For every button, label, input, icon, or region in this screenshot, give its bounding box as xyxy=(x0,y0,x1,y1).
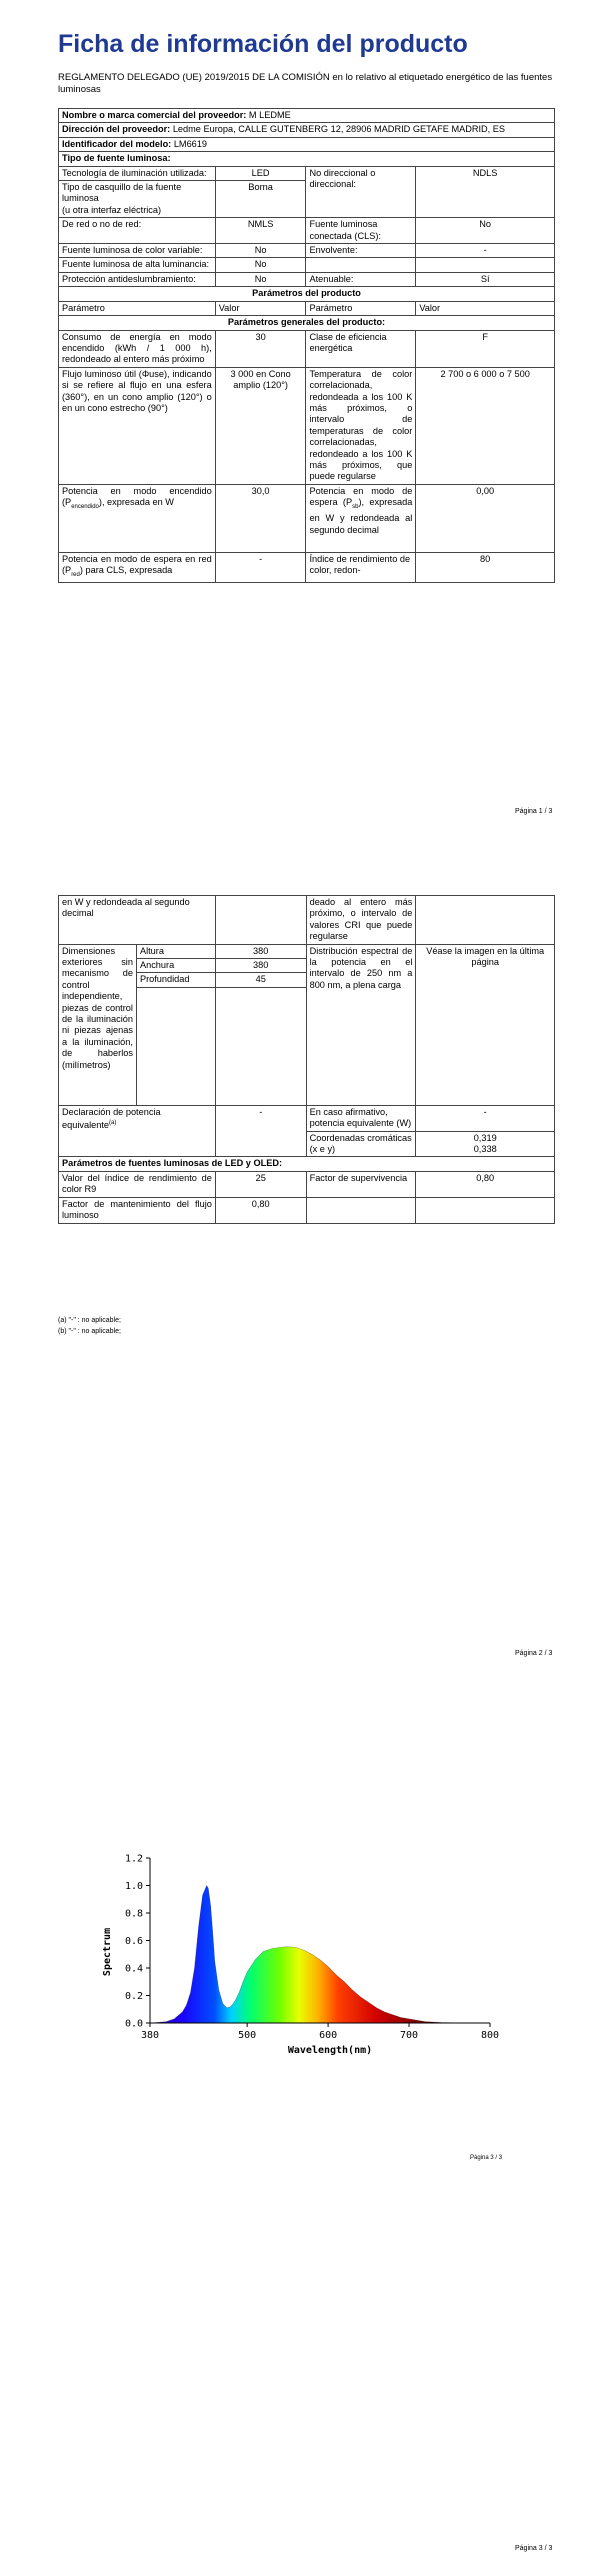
spd-label: Distribución espectral de la potencia en el intervalo de 250 nm a 800 nm, a plena carga xyxy=(306,944,416,1105)
hl-label: Fuente luminosa de alta luminancia: xyxy=(59,258,216,272)
cri-label-cont: deado al entero más próximo, o intervalo de valores CRI que puede regularse xyxy=(306,896,416,945)
glare-value: No xyxy=(215,272,306,286)
page-footer-3-inner: Página 3 / 3 xyxy=(470,2155,503,2161)
class-label: Clase de eficiencia energética xyxy=(306,330,416,367)
col-header-param: Parámetro xyxy=(306,301,416,315)
mains-label: De red o no de red: xyxy=(59,218,216,244)
col-header-value: Valor xyxy=(416,301,555,315)
supplier-name-row: Nombre o marca comercial del proveedor: M LEDME xyxy=(59,109,555,123)
page-title: Ficha de información del producto xyxy=(58,30,468,58)
width-label: Anchura xyxy=(136,959,215,973)
supplier-address-row: Dirección del proveedor: Ledme Europa, CALLE GUTENBERG 12, 28906 MADRID GETAFE MADRID, ES xyxy=(59,123,555,137)
regulation-text: REGLAMENTO DELEGADO (UE) 2019/2015 DE LA COMISIÓN en lo relativo al etiquetado energético de las fuentes luminosas xyxy=(58,72,553,95)
equiv-aff-label: En caso afirmativo, potencia equivalente (W) xyxy=(306,1105,416,1131)
depth-label: Profundidad xyxy=(136,973,215,987)
x-tick-label: 500 xyxy=(238,2030,257,2041)
general-params-heading: Parámetros generales del producto: xyxy=(59,316,555,330)
col-header-param: Parámetro xyxy=(59,301,216,315)
mains-value: NMLS xyxy=(215,218,306,244)
x-tick-label: 700 xyxy=(400,2030,419,2041)
footnote-a: (a) "-" : no aplicable; xyxy=(58,1317,121,1324)
y-tick-label: 0.4 xyxy=(124,1963,143,1975)
chroma-value: 0,319 0,338 xyxy=(416,1131,555,1157)
led-params-heading: Parámetros de fuentes luminosas de LED y OLED: xyxy=(59,1157,555,1171)
envelope-value: - xyxy=(416,244,555,258)
cct-label: Temperatura de color correlacionada, redondeada a los 100 K más próximos, o intervalo de temperaturas de color correlacionadas, redondeado a los 100 K más próximos, que puede regularse xyxy=(306,367,416,484)
x-tick-label: 600 xyxy=(319,2030,338,2041)
equiv-label: Declaración de potencia equivalente$^{(a)}$ xyxy=(59,1105,216,1157)
cap-value: Borna xyxy=(215,181,306,218)
y-tick-label: 0.0 xyxy=(124,2018,143,2030)
cri-label: Índice de rendimiento de color, redon- xyxy=(306,552,416,583)
dim-label: Atenuable: xyxy=(306,272,416,286)
y-tick-label: 0.2 xyxy=(124,1991,143,2002)
footnote-b: (b) "-" : no aplicable; xyxy=(58,1328,121,1335)
survival-label: Factor de supervivencia xyxy=(306,1171,416,1197)
power-on-value: 30,0 xyxy=(215,484,306,552)
envelope-label: Envolvente: xyxy=(306,244,416,258)
netstandby-label-cont: en W y redondeada al segundo decimal xyxy=(59,896,216,945)
light-source-type-heading: Tipo de fuente luminosa: xyxy=(59,152,555,166)
page-3 xyxy=(0,1790,603,2560)
page-footer-2: Página 2 / 3 xyxy=(515,1650,553,1657)
footnotes xyxy=(58,1315,121,1337)
equiv-value: - xyxy=(215,1105,306,1157)
height-value: 380 xyxy=(215,944,306,958)
depth-value: 45 xyxy=(215,973,306,987)
maint-label: Factor de mantenimiento del flujo luminoso xyxy=(59,1197,216,1223)
page-footer-3: Página 3 / 3 xyxy=(515,2545,553,2552)
maint-value: 0,80 xyxy=(215,1197,306,1223)
class-value: F xyxy=(416,330,555,367)
nondir-label: No direccional o direccional: xyxy=(306,166,416,218)
cap-label: Tipo de casquillo de la fuente luminosa (u otra interfaz eléctrica) xyxy=(59,181,216,218)
spectrum-chart xyxy=(95,1850,505,2055)
page-1 xyxy=(0,0,603,830)
y-tick-label: 1.0 xyxy=(124,1881,143,1892)
equiv-aff-value: - xyxy=(416,1105,555,1131)
tech-label: Tecnología de iluminación utilizada: xyxy=(59,166,216,180)
chroma-label: Coordenadas cromáticas (x e y) xyxy=(306,1131,416,1157)
cls-value: No xyxy=(416,218,555,244)
y-tick-label: 0.8 xyxy=(124,1908,143,1920)
page-footer-1: Página 1 / 3 xyxy=(515,808,553,815)
colour-label: Fuente luminosa de color variable: xyxy=(59,244,216,258)
width-value: 380 xyxy=(215,959,306,973)
r9-value: 25 xyxy=(215,1171,306,1197)
spd-value: Véase la imagen en la última página xyxy=(416,944,555,1105)
cls-label: Fuente luminosa conectada (CLS): xyxy=(306,218,416,244)
cct-value: 2 700 o 6 000 o 7 500 xyxy=(416,367,555,484)
tech-value: LED xyxy=(215,166,306,180)
y-tick-label: 1.2 xyxy=(124,1853,143,1865)
dim-value: Sí xyxy=(416,272,555,286)
nondir-value: NDLS xyxy=(416,166,555,218)
product-info-table-2 xyxy=(58,895,555,1224)
colour-value: No xyxy=(215,244,306,258)
model-identifier-row: Identificador del modelo: LM6619 xyxy=(59,137,555,151)
hl-value: No xyxy=(215,258,306,272)
r9-label: Valor del índice de rendimiento de color R9 xyxy=(59,1171,216,1197)
x-tick-label: 380 xyxy=(140,2030,160,2041)
x-tick-label: 800 xyxy=(480,2030,500,2041)
standby-label: Potencia en modo de espera $(P_{sb})$, expresada en W y redondeada al segundo decimal xyxy=(306,484,416,552)
height-label: Altura xyxy=(136,944,215,958)
product-info-table-1 xyxy=(58,108,555,583)
flux-value: 3 000 en Cono amplio (120°) xyxy=(215,367,306,484)
col-header-value: Valor xyxy=(215,301,306,315)
energy-value: 30 xyxy=(215,330,306,367)
cri-value: 80 xyxy=(416,552,555,583)
netstandby-value: - xyxy=(215,552,306,583)
glare-label: Protección antideslumbramiento: xyxy=(59,272,216,286)
netstandby-label: Potencia en modo de espera en red $(P_{red})$ para CLS, expresada xyxy=(59,552,216,583)
y-tick-label: 0.6 xyxy=(124,1936,143,1947)
page-2 xyxy=(0,895,603,1695)
x-axis-label: Wavelength(nm) xyxy=(287,2045,373,2055)
product-params-heading: Parámetros del producto xyxy=(59,287,555,301)
survival-value: 0,80 xyxy=(416,1171,555,1197)
standby-value: 0,00 xyxy=(416,484,555,552)
energy-label: Consumo de energía en modo encendido (kWh / 1 000 h), redondeado al entero más próximo xyxy=(59,330,216,367)
flux-label: Flujo luminoso útil (Φuse), indicando si se refiere al flujo en una esfera (360°), en un cono amplio (120°) o en un cono estrecho (90°) xyxy=(59,367,216,484)
y-axis-label: Spectrum xyxy=(102,1927,113,1977)
dims-label: Dimensiones exteriores sin mecanismo de control independiente, piezas de control de la iluminación ni piezas ajenas a la iluminación, de haberlos (milímetros) xyxy=(59,944,137,1105)
power-on-label: Potencia en modo encendido $(P_{encendido})$, expresada en W xyxy=(59,484,216,552)
